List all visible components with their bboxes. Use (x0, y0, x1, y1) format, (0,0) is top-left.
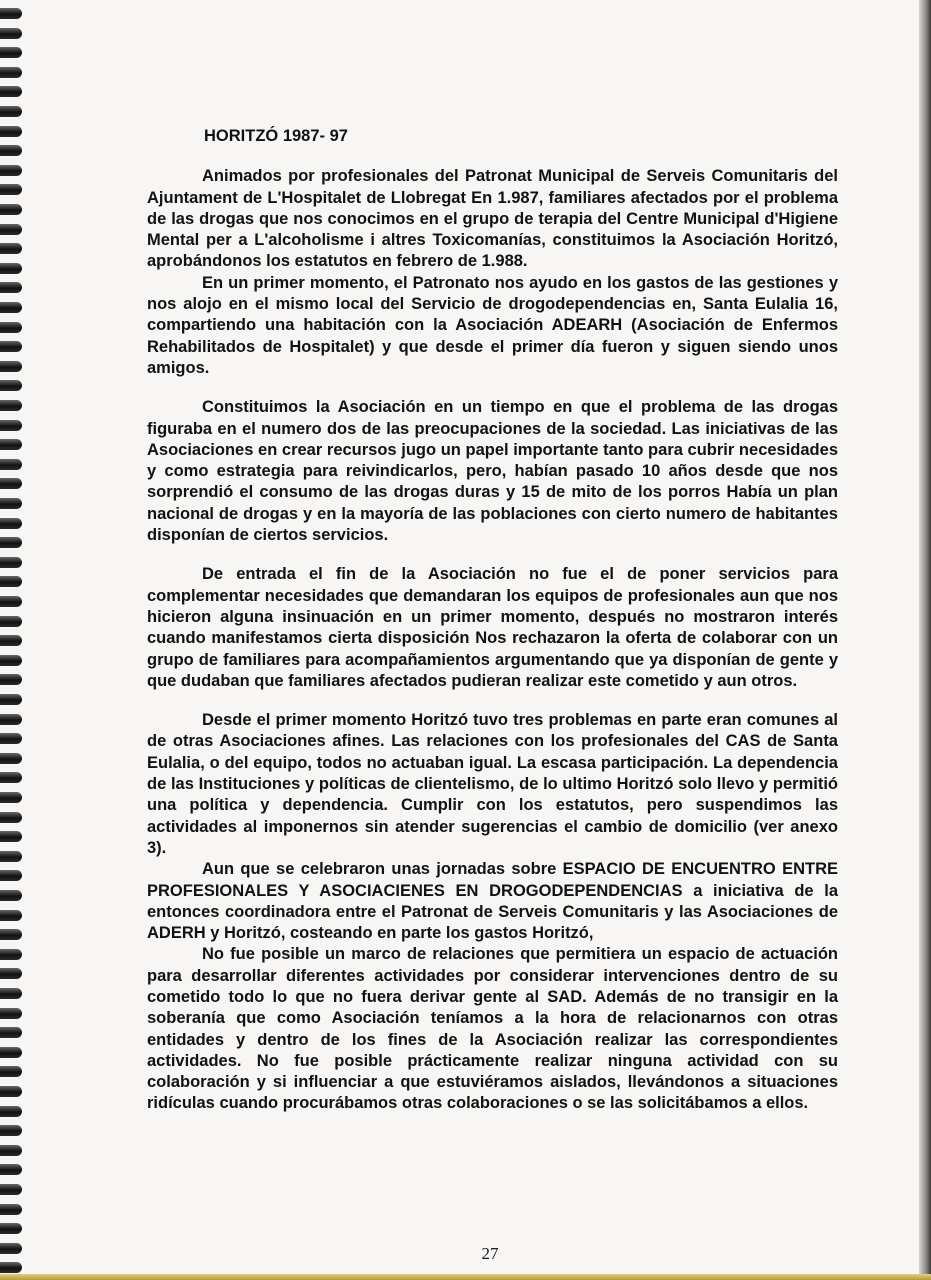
binding-ring (0, 596, 22, 607)
binding-ring (0, 910, 22, 921)
document-title: HORITZÓ 1987- 97 (204, 127, 348, 145)
binding-ring (0, 420, 22, 431)
binding-ring (0, 1066, 22, 1077)
binding-ring (0, 439, 22, 450)
binding-ring (0, 557, 22, 568)
binding-ring (0, 929, 22, 940)
binding-ring (0, 674, 22, 685)
binding-ring (0, 733, 22, 744)
binding-ring (0, 635, 22, 646)
binding-ring (0, 498, 22, 509)
binding-ring (0, 126, 22, 137)
binding-ring (0, 282, 22, 293)
paragraph-2: En un primer momento, el Patronato nos ayudo en los gastos de las gestiones y nos alojo en el mismo local del Servicio de drogodependencias en, Santa Eulalia 16, compartiendo una habitación con la Asociación ADEARH (Asociación de Enfermos Rehabilitados de Hospitalet) y que desde el primer día fueron y siguen siendo unos amigos. (147, 273, 838, 377)
binding-ring (0, 263, 22, 274)
paragraph-6: Aun que se celebraron unas jornadas sobre ESPACIO DE ENCUENTRO ENTRE PROFESIONALES Y ASOCIACIENES EN DROGODEPENDENCIAS a iniciativa de la entonces coordinadora entre el Patronat de Serveis Comunitaris y las Asociaciones de ADERH y Horitzó, costeando en parte los gastos Horitzó, (147, 860, 838, 943)
binding-ring (0, 86, 22, 97)
binding-ring (0, 47, 22, 58)
binding-ring (0, 1164, 22, 1175)
paragraph-5: Desde el primer momento Horitzó tuvo tres problemas en parte eran comunes al de otras Asociaciones afines. Las relaciones con los profesionales del CAS de Santa Eulalia, o del equipo, todos no actuaban igual. La escasa participación. La dependencia de las Instituciones y políticas de clientelismo, de lo ultimo Horitzó solo llevo y permitió una política y dependencia. Cumplir con los estatutos, pero suspendimos las actividades al imponernos sin atender sugerencias el cambio de domicilio (ver anexo 3). (147, 711, 838, 857)
binding-ring (0, 1145, 22, 1156)
binding-ring (0, 380, 22, 391)
page-edge-shadow (919, 0, 931, 1280)
binding-ring (0, 145, 22, 156)
binding-ring (0, 459, 22, 470)
binding-ring (0, 165, 22, 176)
binding-ring (0, 772, 22, 783)
binding-ring (0, 1047, 22, 1058)
binding-ring (0, 322, 22, 333)
binding-ring (0, 968, 22, 979)
binding-ring (0, 224, 22, 235)
binding-ring (0, 1008, 22, 1019)
binding-ring (0, 812, 22, 823)
binding-ring (0, 1086, 22, 1097)
binding-ring (0, 694, 22, 705)
binding-ring (0, 67, 22, 78)
binding-ring (0, 1204, 22, 1215)
binding-ring (0, 1243, 22, 1254)
spiral-binding (0, 0, 30, 1280)
binding-ring (0, 1184, 22, 1195)
document-body (147, 126, 838, 1115)
binding-ring (0, 28, 22, 39)
paragraph-4: De entrada el fin de la Asociación no fue el de poner servicios para complementar necesidades que demandaran los equipos de profesionales aun que nos hicieron alguna insinuación en un primer momento, después no mostraron interés cuando manifestamos cierta disposición Nos rechazaron la oferta de colaborar con un grupo de familiares para acompañamientos argumentando que ya disponían de gente y que dudaban que familiares afectados pudieran realizar este cometido y aun otros. (147, 565, 838, 690)
binding-ring (0, 1125, 22, 1136)
binding-ring (0, 870, 22, 881)
binding-ring (0, 243, 22, 254)
binding-ring (0, 537, 22, 548)
paragraph-7: No fue posible un marco de relaciones que permitiera un espacio de actuación para desarrollar diferentes actividades por considerar intervenciones dentro de su cometido todo lo que no fuera derivar gente al SAD. Además de no transigir en la soberanía que como Asociación teníamos a la hora de relacionarnos con otras entidades y dentro de los fines de la Asociación realizar las correspondientes actividades. No fue posible prácticamente realizar ninguna actividad con su colaboración y si influenciar a que estuviéramos aislados, llevándonos a situaciones ridículas cuando procurábamos otras colaboraciones o se las solicitábamos a ellos. (147, 945, 838, 1113)
binding-ring (0, 655, 22, 666)
paragraph-1: Animados por profesionales del Patronat Municipal de Serveis Comunitaris del Ajuntament de L'Hospitalet de Llobregat En 1.987, familiares afectados por el problema de las drogas que nos conocimos en el grupo de terapia del Centre Municipal d'Higiene Mental per a L'alcoholisme i altres Toxicomanías, constituimos la Asociación Horitzó, aprobándonos los estatutos en febrero de 1.988. (147, 167, 838, 271)
binding-ring (0, 576, 22, 587)
binding-ring (0, 714, 22, 725)
binding-ring (0, 831, 22, 842)
binding-ring (0, 518, 22, 529)
binding-ring (0, 988, 22, 999)
binding-ring (0, 1223, 22, 1234)
binding-ring (0, 204, 22, 215)
binding-ring (0, 400, 22, 411)
binding-ring (0, 851, 22, 862)
page-bottom-edge (0, 1274, 931, 1280)
binding-ring (0, 792, 22, 803)
binding-ring (0, 184, 22, 195)
binding-ring (0, 8, 22, 19)
binding-ring (0, 753, 22, 764)
binding-ring (0, 616, 22, 627)
binding-ring (0, 949, 22, 960)
binding-ring (0, 478, 22, 489)
page-number: 27 (481, 1244, 499, 1263)
binding-ring (0, 1027, 22, 1038)
binding-ring (0, 1262, 22, 1273)
binding-ring (0, 361, 22, 372)
paragraph-3: Constituimos la Asociación en un tiempo en que el problema de las drogas figuraba en el numero dos de las preocupaciones de la sociedad. Las iniciativas de las Asociaciones en crear recursos jugo un papel importante tanto para cubrir necesidades y como estrategia para reivindicarlos, pero, habían pasado 10 años desde que nos sorprendió el consumo de las drogas duras y 15 de mito de los porros Había un plan nacional de drogas y en la mayoría de las poblaciones con cierto numero de habitantes disponían de ciertos servicios. (147, 398, 838, 545)
binding-ring (0, 341, 22, 352)
binding-ring (0, 890, 22, 901)
binding-ring (0, 302, 22, 313)
binding-ring (0, 1106, 22, 1117)
binding-ring (0, 106, 22, 117)
